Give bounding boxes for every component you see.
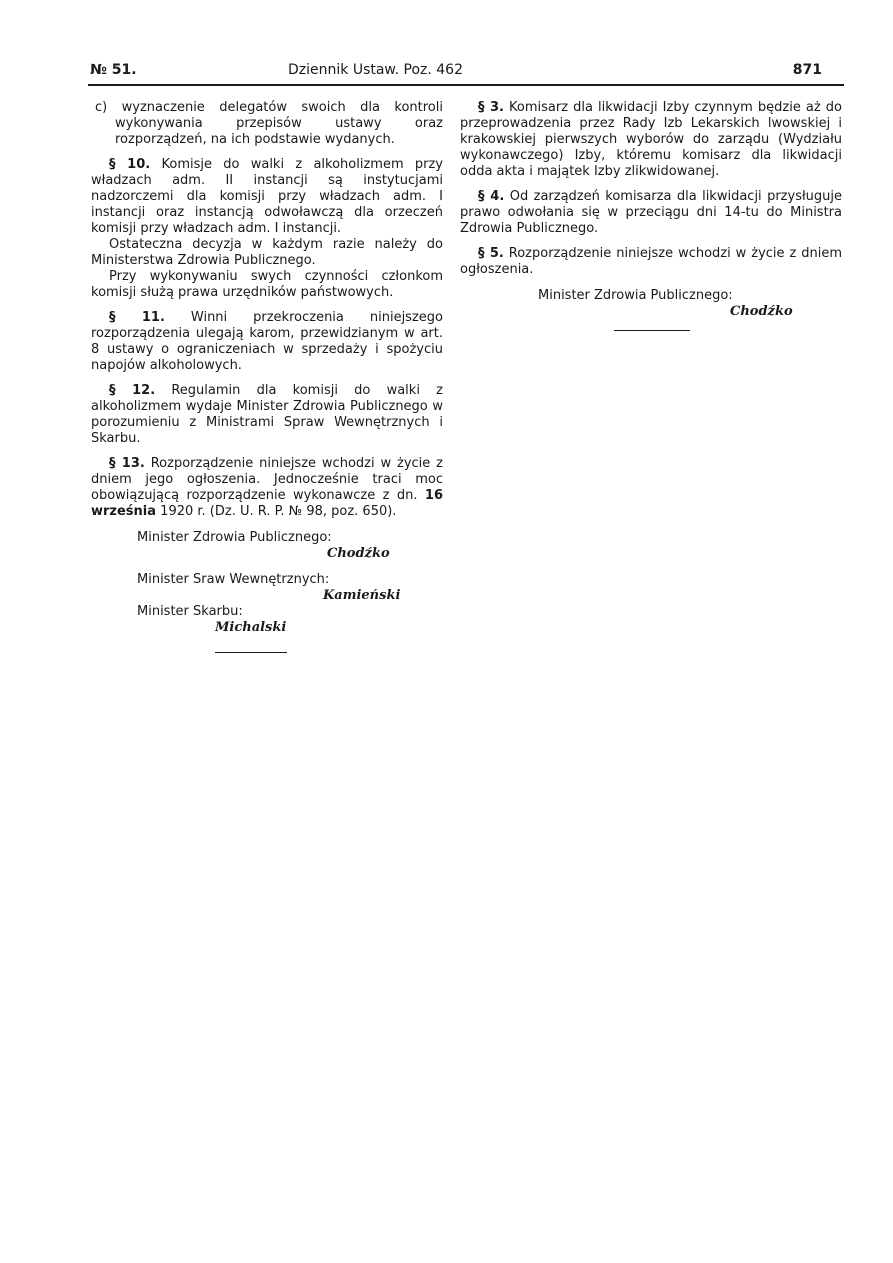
section-4-text: Od zarządzeń komisarza dla likwidacji przysługuje prawo odwołania się w przeciągu dni 14-tu do Ministra Zdrowia Publicznego. — [460, 189, 843, 236]
signature-block-health — [91, 530, 443, 562]
signature-block-right — [460, 288, 842, 320]
journal-title: Dziennik Ustaw. Poz. 462 — [288, 62, 463, 78]
signature-block-treasury — [91, 604, 443, 636]
section-13-text-b: 1920 r. (Dz. U. R. P. № 98, poz. 650). — [160, 504, 397, 519]
section-10 — [91, 157, 443, 237]
closing-rule-right — [614, 330, 690, 331]
signature-name-chodzko: Chodźko — [327, 546, 390, 561]
section-5-label: § 5. — [478, 246, 504, 261]
section-12-text: Regulamin dla komisji do walki z alkoholizmem wydaje Minister Zdrowia Publicznego w porozumieniu z Ministrami Spraw Wewnętrznych i Skarbu. — [91, 383, 443, 446]
section-5 — [460, 246, 842, 278]
section-10-paragraph-3: Przy wykonywaniu swych czynności członkom komisji służą prawa urzędników państwowych. — [91, 269, 443, 300]
section-4-label: § 4. — [478, 189, 505, 204]
issue-number: № 51. — [90, 62, 137, 78]
item-c: c) wyznaczenie delegatów swoich dla kontroli wykonywania przepisów ustawy oraz rozporządzeń, na ich podstawie wydanych. — [95, 100, 443, 147]
signature-name-kamienski: Kamieński — [323, 588, 401, 603]
section-10-label: § 10. — [109, 157, 151, 172]
section-3-text: Komisarz dla likwidacji Izby czynnym będzie aż do przeprowadzenia przez Rady Izb Lekarskich lwowskiej i krakowskiej pierwszych wyborów do zarządu (Wydziału wykonawczego) Izby, któremu komisarz dla likwidacji odda akta i majątek Izby zlikwidowanej. — [460, 100, 842, 179]
signature-name-michalski: Michalski — [215, 620, 287, 635]
section-12 — [91, 383, 443, 447]
section-13-date: 16 września — [91, 488, 443, 519]
section-10-paragraph-2: Ostateczna decyzja w każdym razie należy do Ministerstwa Zdrowia Publicznego. — [91, 237, 443, 268]
signature-name-right: Chodźko — [730, 304, 793, 319]
left-column — [91, 100, 443, 653]
section-12-label: § 12. — [109, 383, 156, 398]
signature-title-interior: Minister Sraw Wewnętrznych: — [137, 572, 330, 587]
signature-title-right: Minister Zdrowia Publicznego: — [538, 288, 733, 303]
section-3 — [460, 100, 842, 180]
section-13-text-a: Rozporządzenie niniejsze wchodzi w życie z dniem jego ogłoszenia. Jednocześnie traci moc obowiązującą rozporządzenie wykonawcze z dn. — [91, 456, 443, 503]
closing-rule-left — [215, 652, 287, 653]
signature-title-treasury: Minister Skarbu: — [137, 604, 243, 619]
section-11-label: § 11. — [109, 310, 165, 325]
header-divider — [88, 84, 844, 86]
section-13-label: § 13. — [109, 456, 145, 471]
section-4 — [460, 189, 842, 237]
right-column — [460, 100, 842, 331]
section-3-label: § 3. — [478, 100, 504, 115]
section-5-text: Rozporządzenie niniejsze wchodzi w życie z dniem ogłoszenia. — [460, 246, 842, 277]
section-11-text: Winni przekroczenia niniejszego rozporządzenia ulegają karom, przewidzianym w art. 8 ustawy o ograniczeniach w sprzedaży i spożyciu napojów alkoholowych. — [91, 310, 443, 373]
section-13 — [91, 456, 443, 520]
signature-title-health: Minister Zdrowia Publicznego: — [137, 530, 332, 545]
section-10-text: Komisje do walki z alkoholizmem przy władzach adm. II instancji są instytucjami nadzorczemi dla komisji przy władzach adm. I instancji oraz instancją odwoławczą dla orzeczeń komisji przy władzach adm. I instancji. — [91, 157, 443, 236]
section-11 — [91, 310, 443, 374]
page-header — [90, 62, 822, 82]
signature-block-interior — [91, 572, 443, 604]
page-number: 871 — [792, 62, 822, 78]
